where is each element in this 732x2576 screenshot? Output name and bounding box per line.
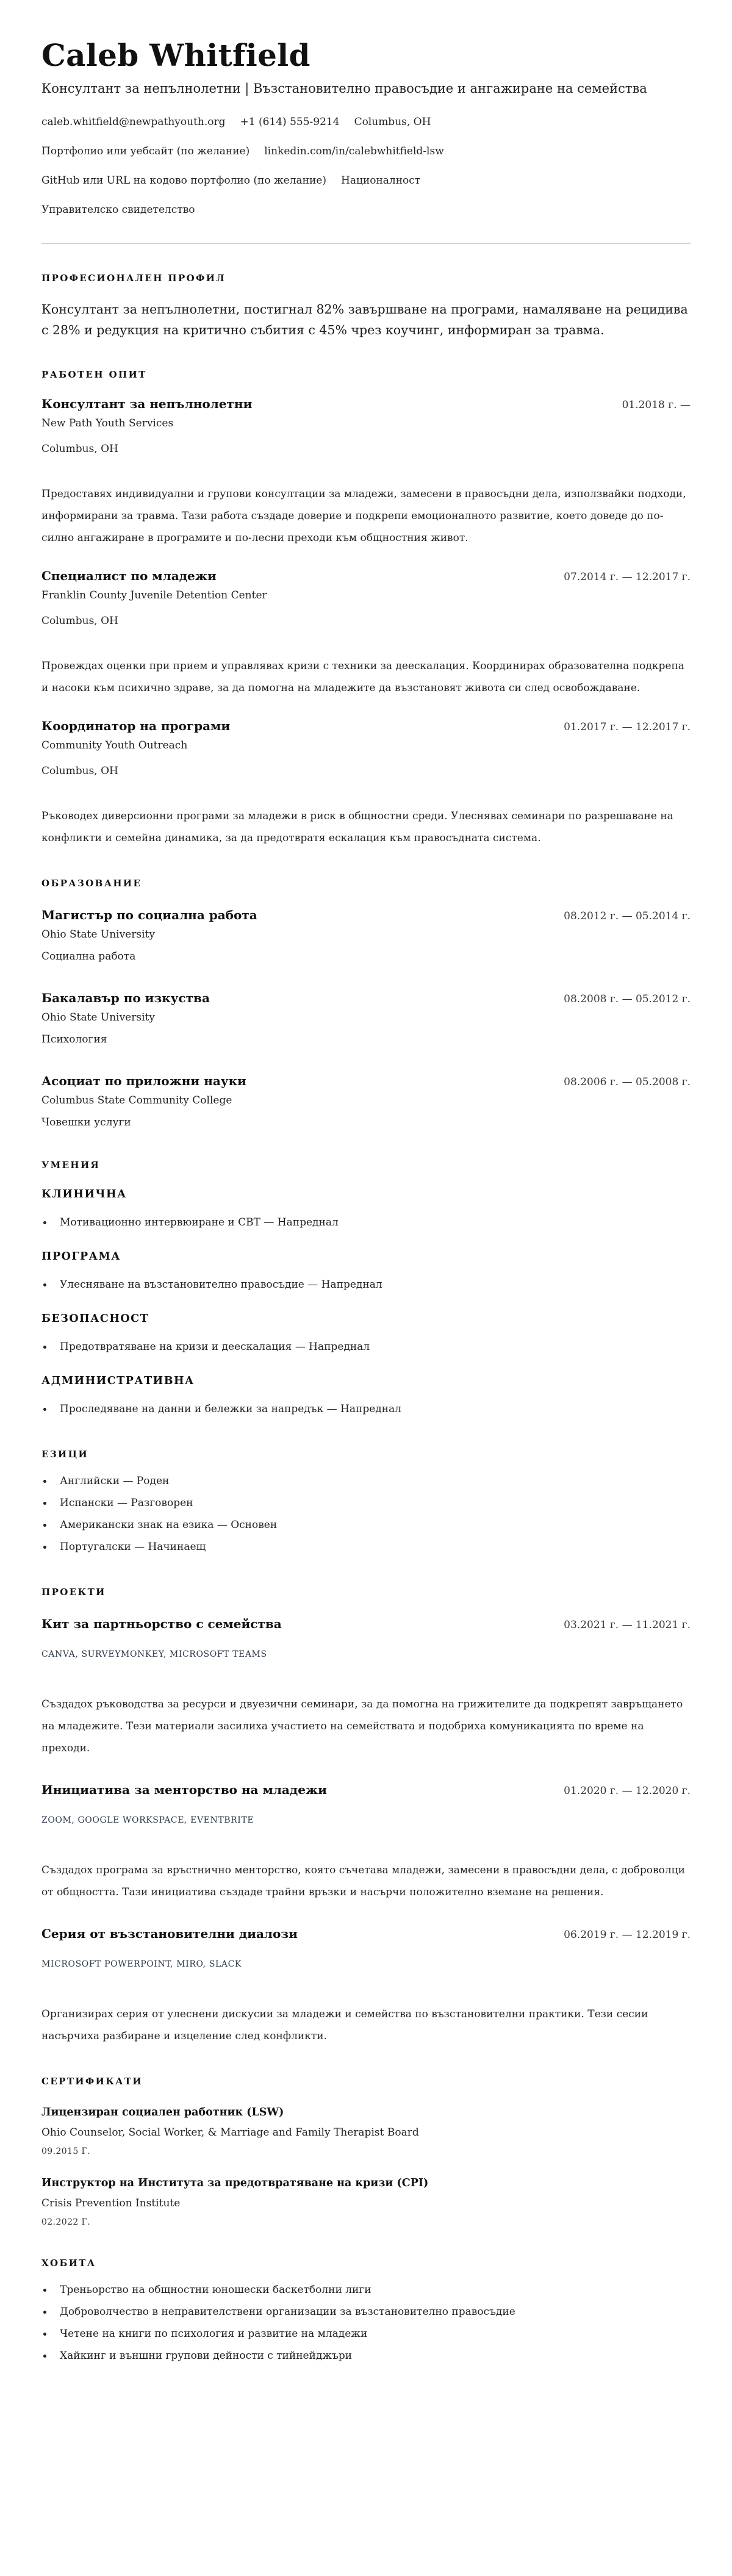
email[interactable]: caleb.whitfield@newpathyouth.org [41,115,226,128]
section-title: ОБРАЗОВАНИЕ [41,877,142,889]
certification-issuer: Crisis Prevention Institute [41,2197,181,2209]
linkedin-link[interactable]: linkedin.com/in/calebwhitfield-lsw [264,145,444,157]
resume-header [41,38,691,244]
job-description: Предоставях индивидуални и групови консултации за младежи, замесени в правосъдни дела, използвайки подходи, информирани за травма. Тази работа създаде доверие и подкрепи емоционалното развитие, което доведе до по-силно ангажиране в програмите и по-лесни преходи към общностния живот. [41,487,686,544]
language-item: Испански — Разговорен [41,1492,691,1514]
project-entry [41,1925,691,2047]
job-description: Провеждах оценки при прием и управлявах кризи с техники за деескалация. Координирах образователна подкрепа и насоки към психично здраве, за да помогна на младежите да възстановят живота си след освобождаване. [41,659,684,694]
certification-entry [41,2175,691,2229]
job-dates: 01.2017 г. — 12.2017 г. [564,720,691,733]
project-title: Кит за партньорство с семейства [41,1616,282,1631]
contact-row [41,144,691,159]
experience-entry [41,717,691,849]
company: Franklin County Juvenile Detention Center [41,589,267,601]
contact-row [41,203,691,217]
skill-group-title: КЛИНИЧНА [41,1188,127,1200]
education-dates: 08.2006 г. — 05.2008 г. [564,1075,691,1088]
skill-group [41,1374,691,1420]
degree: Магистър по социална работа [41,907,257,922]
job-location: Columbus, OH [41,442,118,455]
section-experience [41,368,691,849]
project-tech-stack: CANVA, SURVEYMONKEY, MICROSOFT TEAMS [41,1649,267,1659]
skill-group-title: АДМИНИСТРАТИВНА [41,1374,195,1387]
skill-item: Улесняване на възстановително правосъдие — Напреднал [41,1274,691,1296]
section-title: СЕРТИФИКАТИ [41,2075,143,2087]
language-item: Португалски — Начинаещ [41,1536,691,1558]
contact-row [41,173,691,188]
education-entry [41,1072,691,1131]
school: Columbus State Community College [41,1094,232,1107]
job-title: Специалист по младежи [41,568,217,583]
skill-group-title: БЕЗОПАСНОСТ [41,1312,149,1325]
education-entry [41,906,691,965]
field-of-study: Психология [41,1033,107,1046]
project-dates: 03.2021 г. — 11.2021 г. [564,1618,691,1631]
header-divider [41,243,691,244]
skill-group [41,1311,691,1358]
field-of-study: Социална работа [41,950,136,963]
location: Columbus, OH [354,115,431,128]
headline: Консултант за непълнолетни | Възстановително правосъдие и ангажиране на семейства [41,81,647,96]
field-of-study: Човешки услуги [41,1116,131,1128]
skill-group [41,1187,691,1233]
skill-group [41,1249,691,1296]
project-title: Инициатива за менторство на младежи [41,1782,327,1797]
experience-entry [41,395,691,549]
company: Community Youth Outreach [41,739,188,752]
portfolio-link[interactable]: Портфолио или уебсайт (по желание) [41,145,250,157]
project-dates: 01.2020 г. — 12.2020 г. [564,1784,691,1797]
education-dates: 08.2012 г. — 05.2014 г. [564,909,691,922]
job-title: Консултант за непълнолетни [41,396,253,411]
job-description: Ръководех диверсионни програми за младежи в риск в общностни среди. Улеснявах семинари по разрешаване на конфликти и семейна динамика, за да предотвратя ескалация към правосъдната система. [41,809,673,844]
certification-issuer: Ohio Counselor, Social Worker, & Marriage and Family Therapist Board [41,2126,419,2139]
language-item: Английски — Роден [41,1470,691,1492]
hobby-item: Хайкинг и външни групови дейности с тийнейджъри [41,2345,691,2367]
skill-item: Мотивационно интервюиране и CBT — Напреднал [41,1211,691,1233]
job-dates: 07.2014 г. — 12.2017 г. [564,570,691,583]
hobby-item: Треньорство на общностни юношески баскетболни лиги [41,2279,691,2301]
experience-entry [41,567,691,699]
skill-item: Проследяване на данни и бележки за напредък — Напреднал [41,1398,691,1420]
section-profile [41,272,691,340]
nationality: Националност [341,174,421,187]
section-languages [41,1448,691,1558]
section-title: ПРОЕКТИ [41,1586,106,1598]
section-education [41,877,691,1131]
project-tech-stack: MICROSOFT POWERPOINT, MIRO, SLACK [41,1959,242,1969]
language-item: Американски знак на езика — Основен [41,1514,691,1536]
profile-summary: Консултант за непълнолетни, постигнал 82% завършване на програми, намаляване на рецидива с 28% и редукция на критично събития с 45% чрез коучинг, информиран за травма. [41,301,688,337]
school: Ohio State University [41,928,155,941]
job-location: Columbus, OH [41,614,118,627]
school: Ohio State University [41,1011,155,1024]
candidate-name: Caleb Whitfield [41,37,310,73]
hobby-item: Доброволчество в неправителствени организации за възстановително правосъдие [41,2301,691,2323]
section-title: РАБОТЕН ОПИТ [41,368,147,380]
phone[interactable]: +1 (614) 555-9214 [240,115,340,128]
certification-date: 02.2022 Г. [41,2217,91,2227]
education-dates: 08.2008 г. — 05.2012 г. [564,992,691,1005]
project-tech-stack: ZOOM, GOOGLE WORKSPACE, EVENTBRITE [41,1815,254,1825]
skill-item: Предотвратяване на кризи и деескалация — Напреднал [41,1336,691,1358]
project-entry [41,1615,691,1759]
project-entry [41,1781,691,1903]
job-dates: 01.2018 г. — [622,398,691,411]
degree: Асоциат по приложни науки [41,1073,246,1088]
section-title: УМЕНИЯ [41,1159,101,1171]
drivers-license: Управителско свидетелство [41,203,195,216]
company: New Path Youth Services [41,417,174,429]
certification-name: Лицензиран социален работник (LSW) [41,2106,284,2119]
section-title: ЕЗИЦИ [41,1448,89,1460]
github-link[interactable]: GitHub или URL на кодово портфолио (по желание) [41,174,326,187]
section-hobbies [41,2257,691,2367]
certification-date: 09.2015 Г. [41,2146,91,2156]
project-dates: 06.2019 г. — 12.2019 г. [564,1928,691,1941]
project-description: Създадох програма за връстнично менторство, която съчетава младежи, замесени в правосъдни дела, с доброволци от общността. Тази инициатива създаде трайни връзки и насърчи положително вземане на решения. [41,1864,685,1898]
degree: Бакалавър по изкуства [41,990,210,1005]
skill-group-title: ПРОГРАМА [41,1250,121,1263]
section-projects [41,1586,691,2047]
contact-row [41,115,691,129]
certification-name: Инструктор на Института за предотвратяване на кризи (CPI) [41,2176,429,2189]
section-title: ХОБИТА [41,2257,96,2269]
education-entry [41,989,691,1048]
job-title: Координатор на програми [41,718,231,733]
project-description: Създадох ръководства за ресурси и двуезични семинари, за да помогна на грижителите да подкрепят завръщането на младежите. Тези материали засилиха участието на семействата и подобриха комуникацията по време на преходи. [41,1698,683,1754]
job-location: Columbus, OH [41,764,118,777]
project-title: Серия от възстановителни диалози [41,1926,298,1941]
section-certifications [41,2075,691,2229]
section-skills [41,1159,691,1420]
certification-entry [41,2104,691,2158]
hobby-item: Четене на книги по психология и развитие на младежи [41,2323,691,2345]
project-description: Организирах серия от улеснени дискусии за младежи и семейства по възстановителни практики. Тези сесии насърчиха разбиране и изцеление след конфликти. [41,2007,648,2042]
section-title: ПРОФЕСИОНАЛЕН ПРОФИЛ [41,272,226,284]
